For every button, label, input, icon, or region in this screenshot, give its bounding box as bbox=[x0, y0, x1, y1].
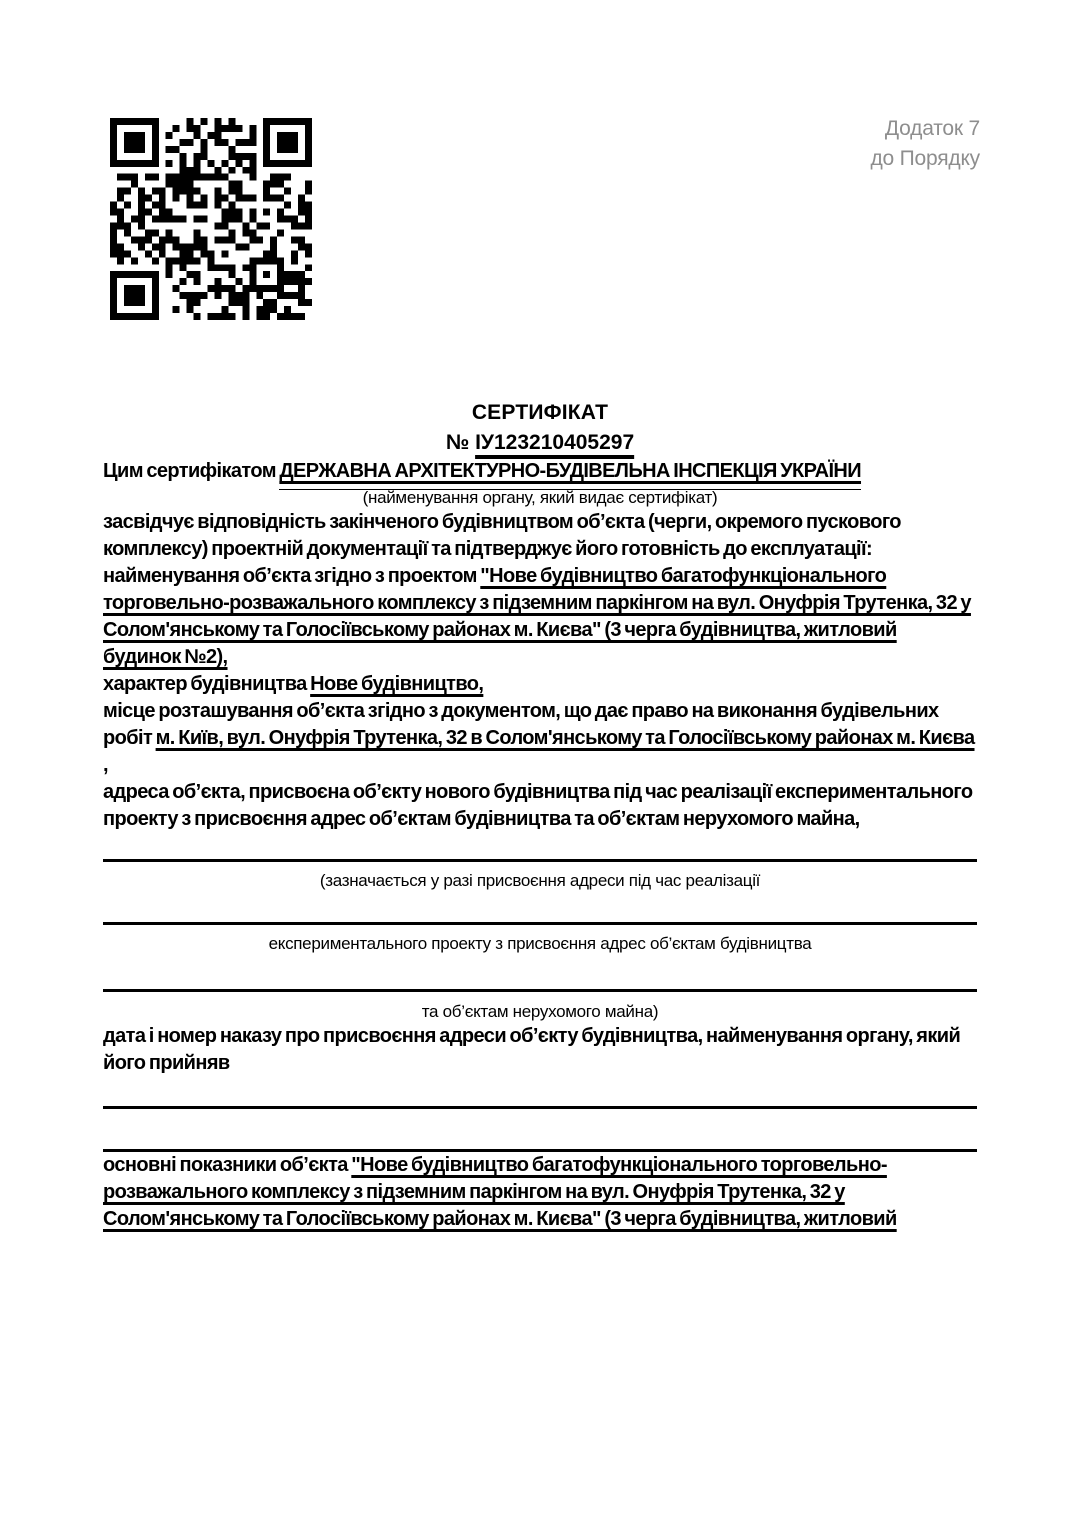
construction-type-value: Нове будівництво, bbox=[310, 673, 484, 695]
indicators-label: основні показники об’єкта bbox=[103, 1154, 348, 1176]
indicators-value: "Нове будівництво багатофункціонального торговельно-розважального комплексу з підземним паркінгом на вул. Онуфрія Трутенка, 32 у Солом'янському та Голосіївському районах м. Києва" (3 черга будівництва, житловий bbox=[103, 1154, 897, 1230]
order-field-label: дата і номер наказу про присвоєння адреси об’єкту будівництва, найменування органу, який його прийняв bbox=[103, 1025, 961, 1074]
issuer-name: ДЕРЖАВНА АРХІТЕКТУРНО-БУДІВЕЛЬНА ІНСПЕКЦІЯ УКРАЇНИ bbox=[279, 460, 861, 490]
address-caption-2: експериментального проекту з присвоєння адрес об’єктам будівництва bbox=[268, 934, 812, 953]
certification-statement: засвідчує відповідність закінченого будівництвом об’єкта (черги, окремого пускового комплексу) проектній документації та підтверджує його готовність до експлуатації: bbox=[103, 511, 901, 560]
qr-code bbox=[110, 118, 312, 320]
construction-type-label: характер будівництва bbox=[103, 673, 307, 695]
location-suffix: , bbox=[103, 754, 108, 776]
object-name-field bbox=[103, 563, 977, 671]
annex-line-1: Додаток 7 bbox=[884, 117, 980, 140]
blank-line-2 bbox=[103, 922, 977, 925]
issuer-lead: Цим сертифікатом bbox=[103, 460, 276, 482]
certificate-number: ІУ123210405297 bbox=[475, 431, 635, 454]
blank-line-3 bbox=[103, 989, 977, 992]
object-name-label: найменування об’єкта згідно з проектом bbox=[103, 565, 477, 587]
issuer-line bbox=[103, 458, 977, 485]
address-caption-3: та об’єктам нерухомого майна) bbox=[421, 1002, 659, 1021]
annex-line-2: до Порядку bbox=[870, 147, 980, 170]
issuer-caption: (найменування органу, який видає сертифікат) bbox=[362, 488, 718, 507]
blank-line-4 bbox=[103, 1106, 977, 1109]
construction-type-field bbox=[103, 671, 977, 698]
document-title: СЕРТИФІКАТ bbox=[471, 401, 609, 424]
object-name-value: "Нове будівництво багатофункціонального торговельно-розважального комплексу з підземним паркінгом на вул. Онуфрія Трутенка, 32 у Солом'янському та Голосіївському районах м. Києва" (3 черга будівництва, житловий будинок №2), bbox=[103, 565, 971, 668]
certificate-number-line bbox=[103, 428, 977, 458]
blank-line-1 bbox=[103, 859, 977, 862]
annex-note bbox=[870, 114, 980, 174]
location-value: м. Київ, вул. Онуфрія Трутенка, 32 в Солом'янському та Голосіївському районах м. Києва bbox=[155, 727, 975, 749]
location-field bbox=[103, 698, 977, 779]
indicators-field bbox=[103, 1152, 977, 1233]
location-label: місце розташування об’єкта згідно з документом, що дає право на виконання будівельних робіт bbox=[103, 700, 939, 749]
certificate-number-prefix: № bbox=[445, 431, 470, 454]
address-field-label: адреса об’єкта, присвоєна об’єкту нового будівництва під час реалізації експериментального проекту з присвоєння адрес об’єктам будівництва та об’єктам нерухомого майна, bbox=[103, 781, 973, 830]
address-caption-1: (зазначається у разі присвоєння адреси під час реалізації bbox=[319, 871, 761, 890]
